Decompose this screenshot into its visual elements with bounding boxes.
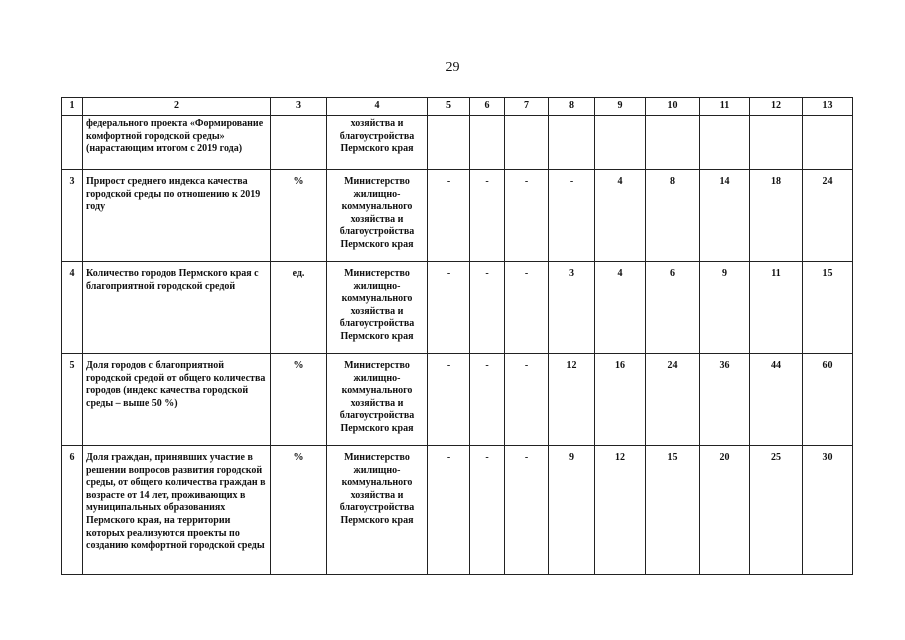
value-cell: - [549, 170, 595, 262]
header-cell: 1 [62, 98, 83, 116]
row-number: 5 [62, 354, 83, 446]
indicators-table [61, 97, 853, 575]
indicator-name: Доля городов с благоприятной городской средой от общего количества городов (индекс качества городской среды – выше 50 %) [83, 354, 271, 446]
indicator-name: Доля граждан, принявших участие в решении вопросов развития городской среды, от общего количества граждан в возрасте от 14 лет, проживающих в муниципальных образованиях Пермского края, на территории которых реализуются проекты по созданию комфортной городской среды [83, 446, 271, 575]
value-cell: 4 [595, 170, 646, 262]
value-cell [750, 116, 803, 170]
value-cell: 15 [646, 446, 700, 575]
indicator-name: федерального проекта «Формирование комфортной городской среды» (нарастающим итогом с 2019 года) [83, 116, 271, 170]
value-cell [428, 116, 470, 170]
value-cell: 14 [700, 170, 750, 262]
ministry-cell: Министерство жилищно-коммунального хозяйства и благоустройства Пермского края [327, 262, 428, 354]
table-row [62, 116, 853, 170]
header-cell: 7 [505, 98, 549, 116]
ministry-cell: Министерство жилищно-коммунального хозяйства и благоустройства Пермского края [327, 446, 428, 575]
value-cell: - [505, 446, 549, 575]
unit-cell: % [271, 354, 327, 446]
value-cell: 16 [595, 354, 646, 446]
row-number: 6 [62, 446, 83, 575]
value-cell: 15 [803, 262, 853, 354]
value-cell: - [505, 262, 549, 354]
value-cell [803, 116, 853, 170]
table-row [62, 354, 853, 446]
value-cell: 20 [700, 446, 750, 575]
ministry-cell: хозяйства и благоустройства Пермского края [327, 116, 428, 170]
value-cell: - [428, 446, 470, 575]
value-cell: 18 [750, 170, 803, 262]
header-cell: 12 [750, 98, 803, 116]
table-header-row [62, 98, 853, 116]
value-cell: - [428, 354, 470, 446]
value-cell: 60 [803, 354, 853, 446]
header-cell: 10 [646, 98, 700, 116]
unit-cell: % [271, 170, 327, 262]
value-cell: 24 [646, 354, 700, 446]
value-cell: - [428, 170, 470, 262]
ministry-cell: Министерство жилищно-коммунального хозяйства и благоустройства Пермского края [327, 170, 428, 262]
value-cell: - [470, 170, 505, 262]
value-cell: 9 [700, 262, 750, 354]
row-number: 4 [62, 262, 83, 354]
value-cell: 12 [595, 446, 646, 575]
ministry-cell: Министерство жилищно-коммунального хозяйства и благоустройства Пермского края [327, 354, 428, 446]
value-cell [595, 116, 646, 170]
header-cell: 13 [803, 98, 853, 116]
table-row [62, 446, 853, 575]
value-cell: 4 [595, 262, 646, 354]
value-cell [549, 116, 595, 170]
value-cell: - [505, 170, 549, 262]
value-cell: 6 [646, 262, 700, 354]
value-cell: - [470, 354, 505, 446]
unit-cell: % [271, 446, 327, 575]
value-cell [700, 116, 750, 170]
header-cell: 9 [595, 98, 646, 116]
value-cell [470, 116, 505, 170]
value-cell: 9 [549, 446, 595, 575]
unit-cell [271, 116, 327, 170]
value-cell: 44 [750, 354, 803, 446]
value-cell: - [505, 354, 549, 446]
unit-cell: ед. [271, 262, 327, 354]
header-cell: 4 [327, 98, 428, 116]
value-cell: 8 [646, 170, 700, 262]
value-cell [646, 116, 700, 170]
value-cell: 3 [549, 262, 595, 354]
header-cell: 2 [83, 98, 271, 116]
value-cell: 24 [803, 170, 853, 262]
value-cell: 12 [549, 354, 595, 446]
table-row [62, 170, 853, 262]
header-cell: 5 [428, 98, 470, 116]
table-row [62, 262, 853, 354]
row-number: 3 [62, 170, 83, 262]
header-cell: 6 [470, 98, 505, 116]
value-cell: 25 [750, 446, 803, 575]
indicator-name: Прирост среднего индекса качества городской среды по отношению к 2019 году [83, 170, 271, 262]
indicator-name: Количество городов Пермского края с благоприятной городской средой [83, 262, 271, 354]
row-number [62, 116, 83, 170]
value-cell: - [428, 262, 470, 354]
page-number: 29 [445, 60, 460, 75]
value-cell [505, 116, 549, 170]
value-cell: 30 [803, 446, 853, 575]
value-cell: - [470, 262, 505, 354]
value-cell: 11 [750, 262, 803, 354]
header-cell: 8 [549, 98, 595, 116]
header-cell: 11 [700, 98, 750, 116]
header-cell: 3 [271, 98, 327, 116]
value-cell: - [470, 446, 505, 575]
value-cell: 36 [700, 354, 750, 446]
